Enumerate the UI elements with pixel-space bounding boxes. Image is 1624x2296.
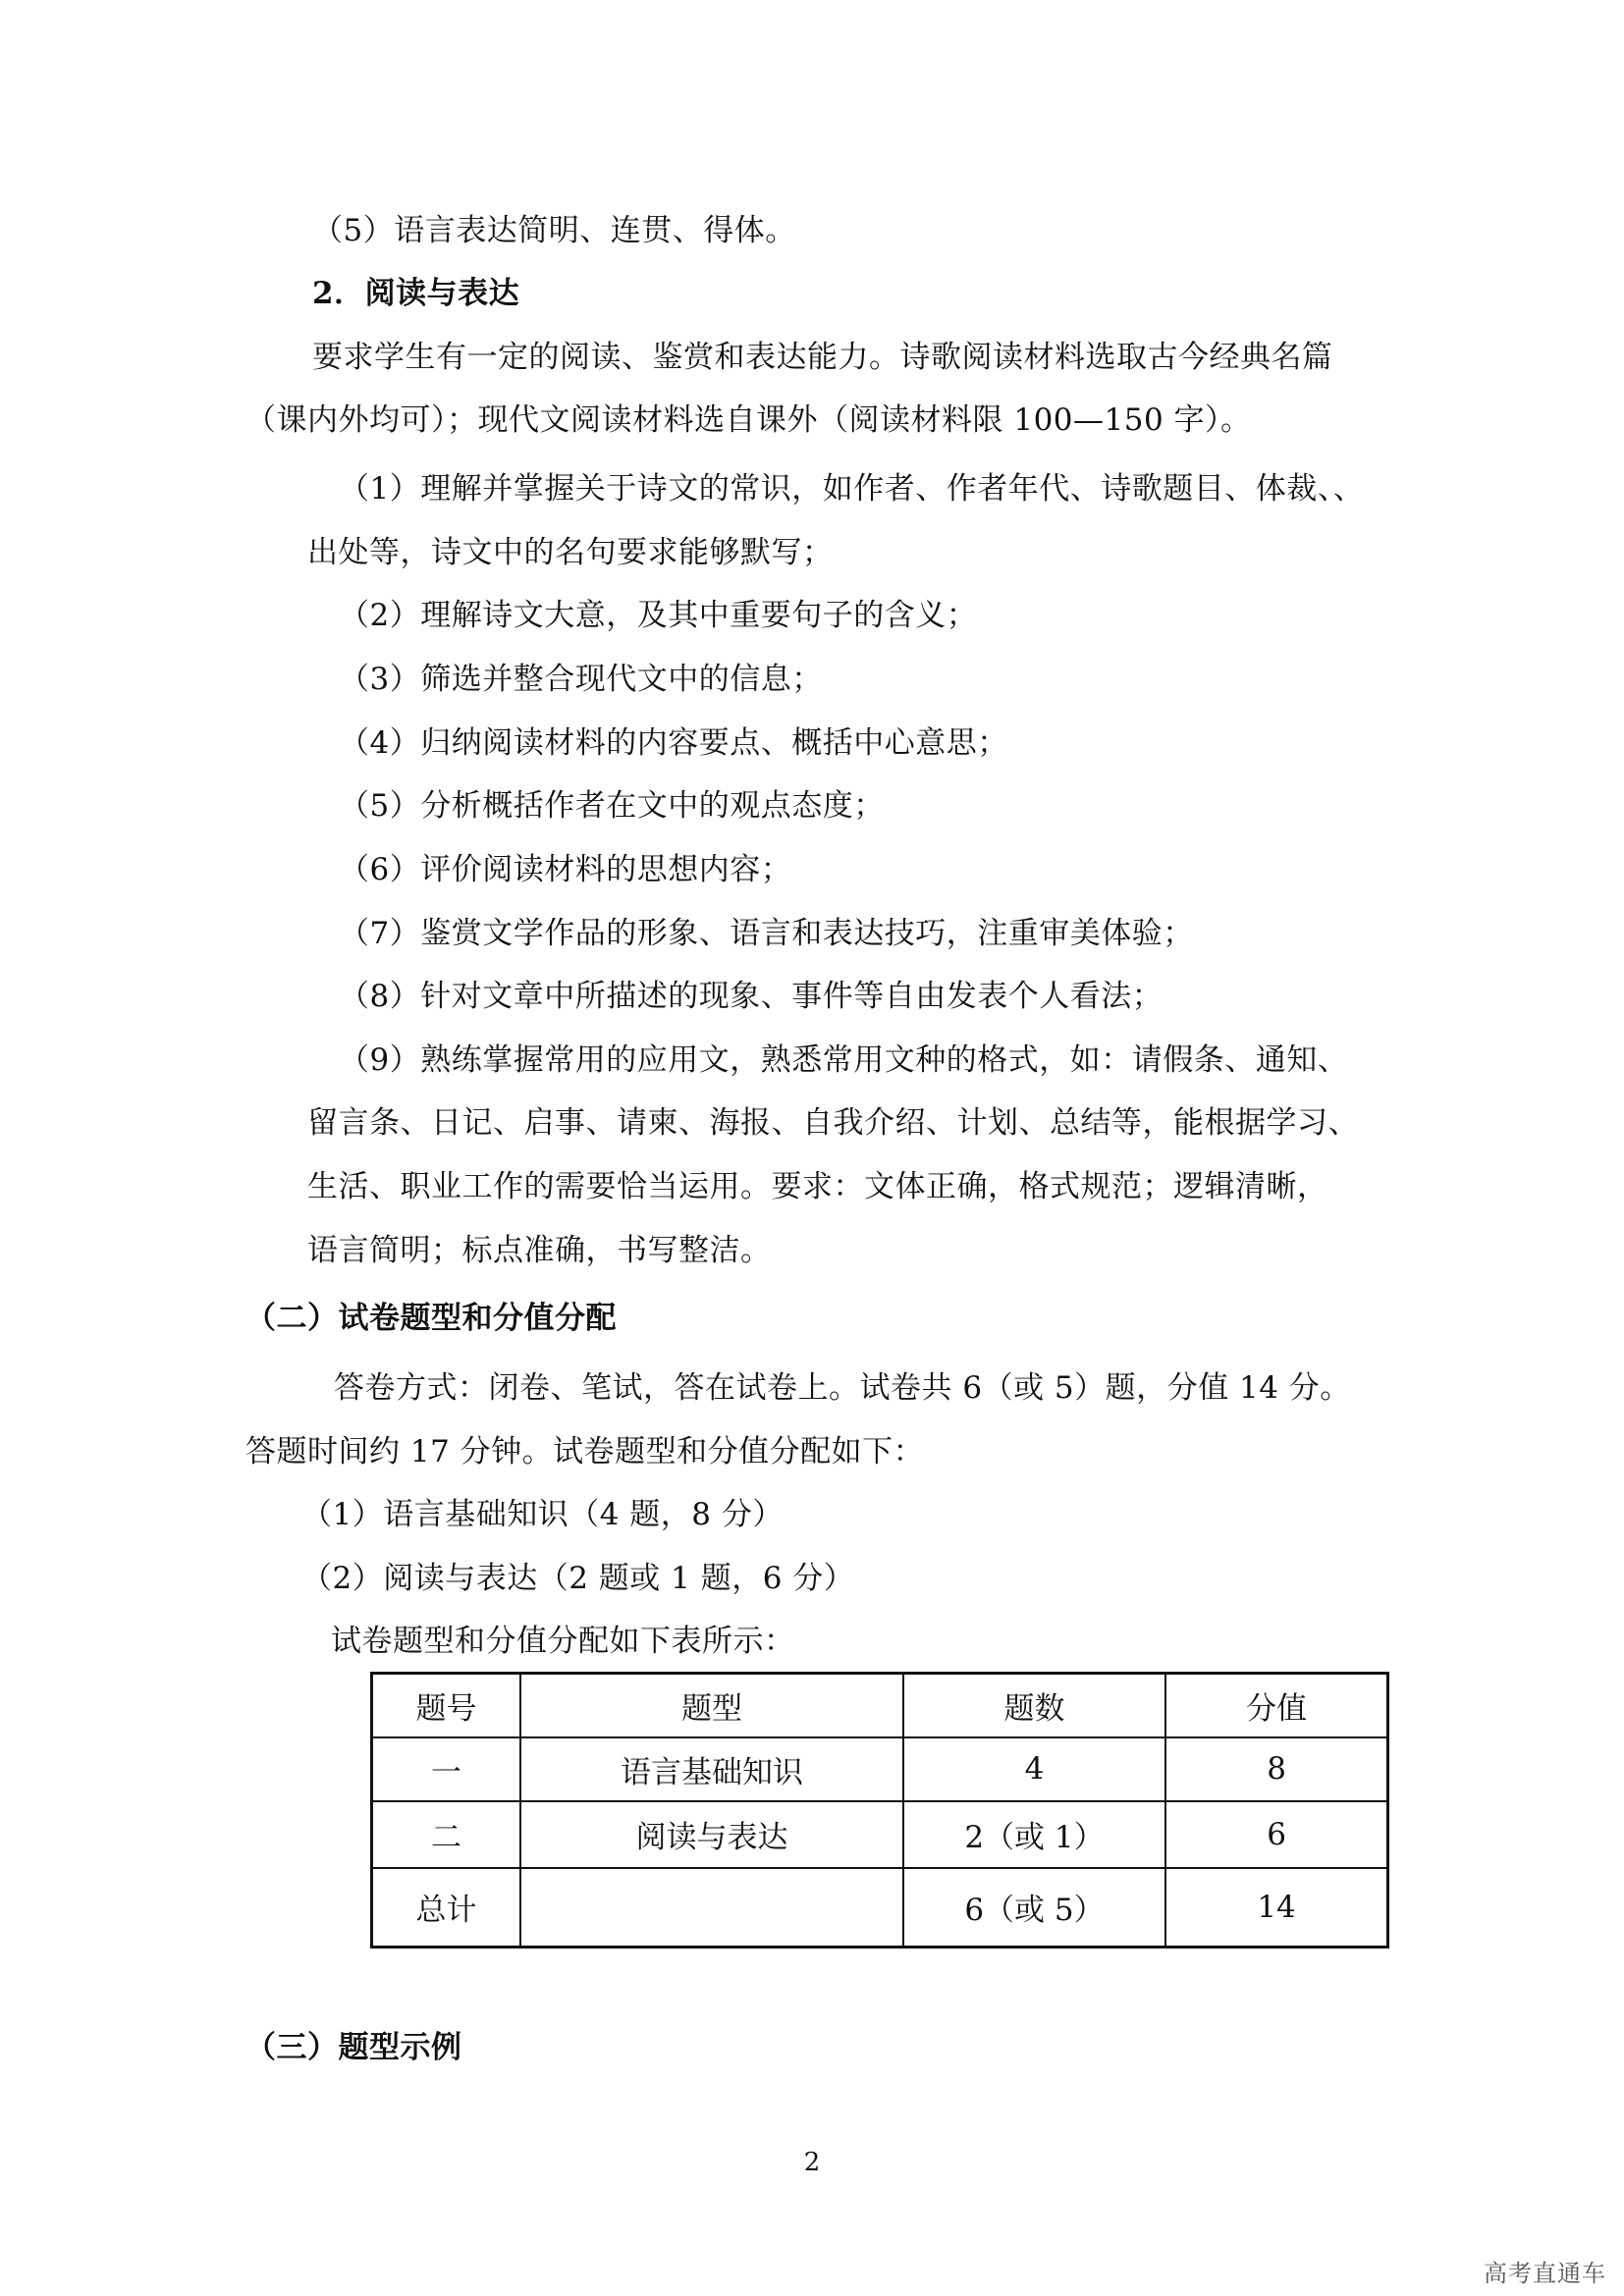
table-cell: 6 bbox=[1165, 1801, 1387, 1868]
table-header-cell: 题型 bbox=[520, 1674, 903, 1737]
list-item-continuation: 语言简明；标点准确，书写整洁。 bbox=[307, 1233, 772, 1268]
paragraph-line: （课内外均可）；现代文阅读材料选自课外（阅读材料限 100—150 字）。 bbox=[245, 402, 1252, 438]
table-cell: 14 bbox=[1165, 1868, 1387, 1948]
table-cell: 8 bbox=[1165, 1737, 1387, 1801]
table-cell: 总计 bbox=[372, 1868, 521, 1948]
table-cell: 阅读与表达 bbox=[520, 1801, 903, 1868]
table-row bbox=[372, 1868, 1388, 1948]
table-caption: 试卷题型和分值分配如下表所示： bbox=[331, 1624, 795, 1659]
table-cell: 语言基础知识 bbox=[520, 1737, 903, 1801]
table-cell bbox=[520, 1868, 903, 1948]
table-cell: 4 bbox=[903, 1737, 1165, 1801]
list-item: （6）评价阅读材料的思想内容； bbox=[339, 852, 792, 887]
list-item: （4）归纳阅读材料的内容要点、概括中心意思； bbox=[339, 725, 1008, 761]
table-header-row bbox=[372, 1674, 1388, 1737]
list-item-continuation: 出处等，诗文中的名句要求能够默写； bbox=[307, 535, 834, 570]
table-header-cell: 题号 bbox=[372, 1674, 521, 1737]
list-item: （5）分析概括作者在文中的观点态度； bbox=[339, 788, 885, 824]
watermark: 高考直通车 bbox=[1484, 2260, 1606, 2287]
list-item: （7）鉴赏文学作品的形象、语言和表达技巧，注重审美体验； bbox=[339, 916, 1194, 951]
list-item-continuation: 留言条、日记、启事、请柬、海报、自我介绍、计划、总结等，能根据学习、 bbox=[307, 1105, 1359, 1141]
section-heading: （三）题型示例 bbox=[245, 2030, 462, 2065]
list-item-continuation: 生活、职业工作的需要恰当运用。要求：文体正确，格式规范；逻辑清晰， bbox=[307, 1169, 1328, 1204]
table-header-cell: 题数 bbox=[903, 1674, 1165, 1737]
list-item: （5）语言表达简明、连贯、得体。 bbox=[312, 213, 796, 248]
table-cell: 二 bbox=[372, 1801, 521, 1868]
list-item: （3）筛选并整合现代文中的信息； bbox=[339, 662, 823, 697]
list-item: （1）语言基础知识（4 题，8 分） bbox=[301, 1497, 784, 1532]
paragraph-line: 答卷方式：闭卷、笔试，答在试卷上。试卷共 6（或 5）题，分值 14 分。 bbox=[334, 1370, 1351, 1406]
list-item: （2）阅读与表达（2 题或 1 题，6 分） bbox=[301, 1561, 855, 1596]
table-cell: 6（或 5） bbox=[903, 1868, 1165, 1948]
list-item: （2）理解诗文大意，及其中重要句子的含义； bbox=[339, 598, 978, 633]
list-item: （9）熟练掌握常用的应用文，熟悉常用文种的格式，如：请假条、通知、 bbox=[339, 1042, 1349, 1078]
table-row bbox=[372, 1801, 1388, 1868]
section-heading: 2．阅读与表达 bbox=[312, 276, 520, 311]
paragraph-line: 答题时间约 17 分钟。试卷题型和分值分配如下： bbox=[245, 1434, 925, 1469]
page-number: 2 bbox=[803, 2148, 821, 2177]
table-cell: 2（或 1） bbox=[903, 1801, 1165, 1868]
section-heading: （二）试卷题型和分值分配 bbox=[245, 1301, 617, 1336]
score-table bbox=[370, 1672, 1389, 1949]
list-item: （8）针对文章中所描述的现象、事件等自由发表个人看法； bbox=[339, 979, 1164, 1014]
list-item: （1）理解并掌握关于诗文的常识，如作者、作者年代、诗歌题目、体裁、、 bbox=[339, 471, 1365, 507]
table-header-cell: 分值 bbox=[1165, 1674, 1387, 1737]
table-row bbox=[372, 1737, 1388, 1801]
table-cell: 一 bbox=[372, 1737, 521, 1801]
paragraph-line: 要求学生有一定的阅读、鉴赏和表达能力。诗歌阅读材料选取古今经典名篇 bbox=[312, 340, 1333, 375]
